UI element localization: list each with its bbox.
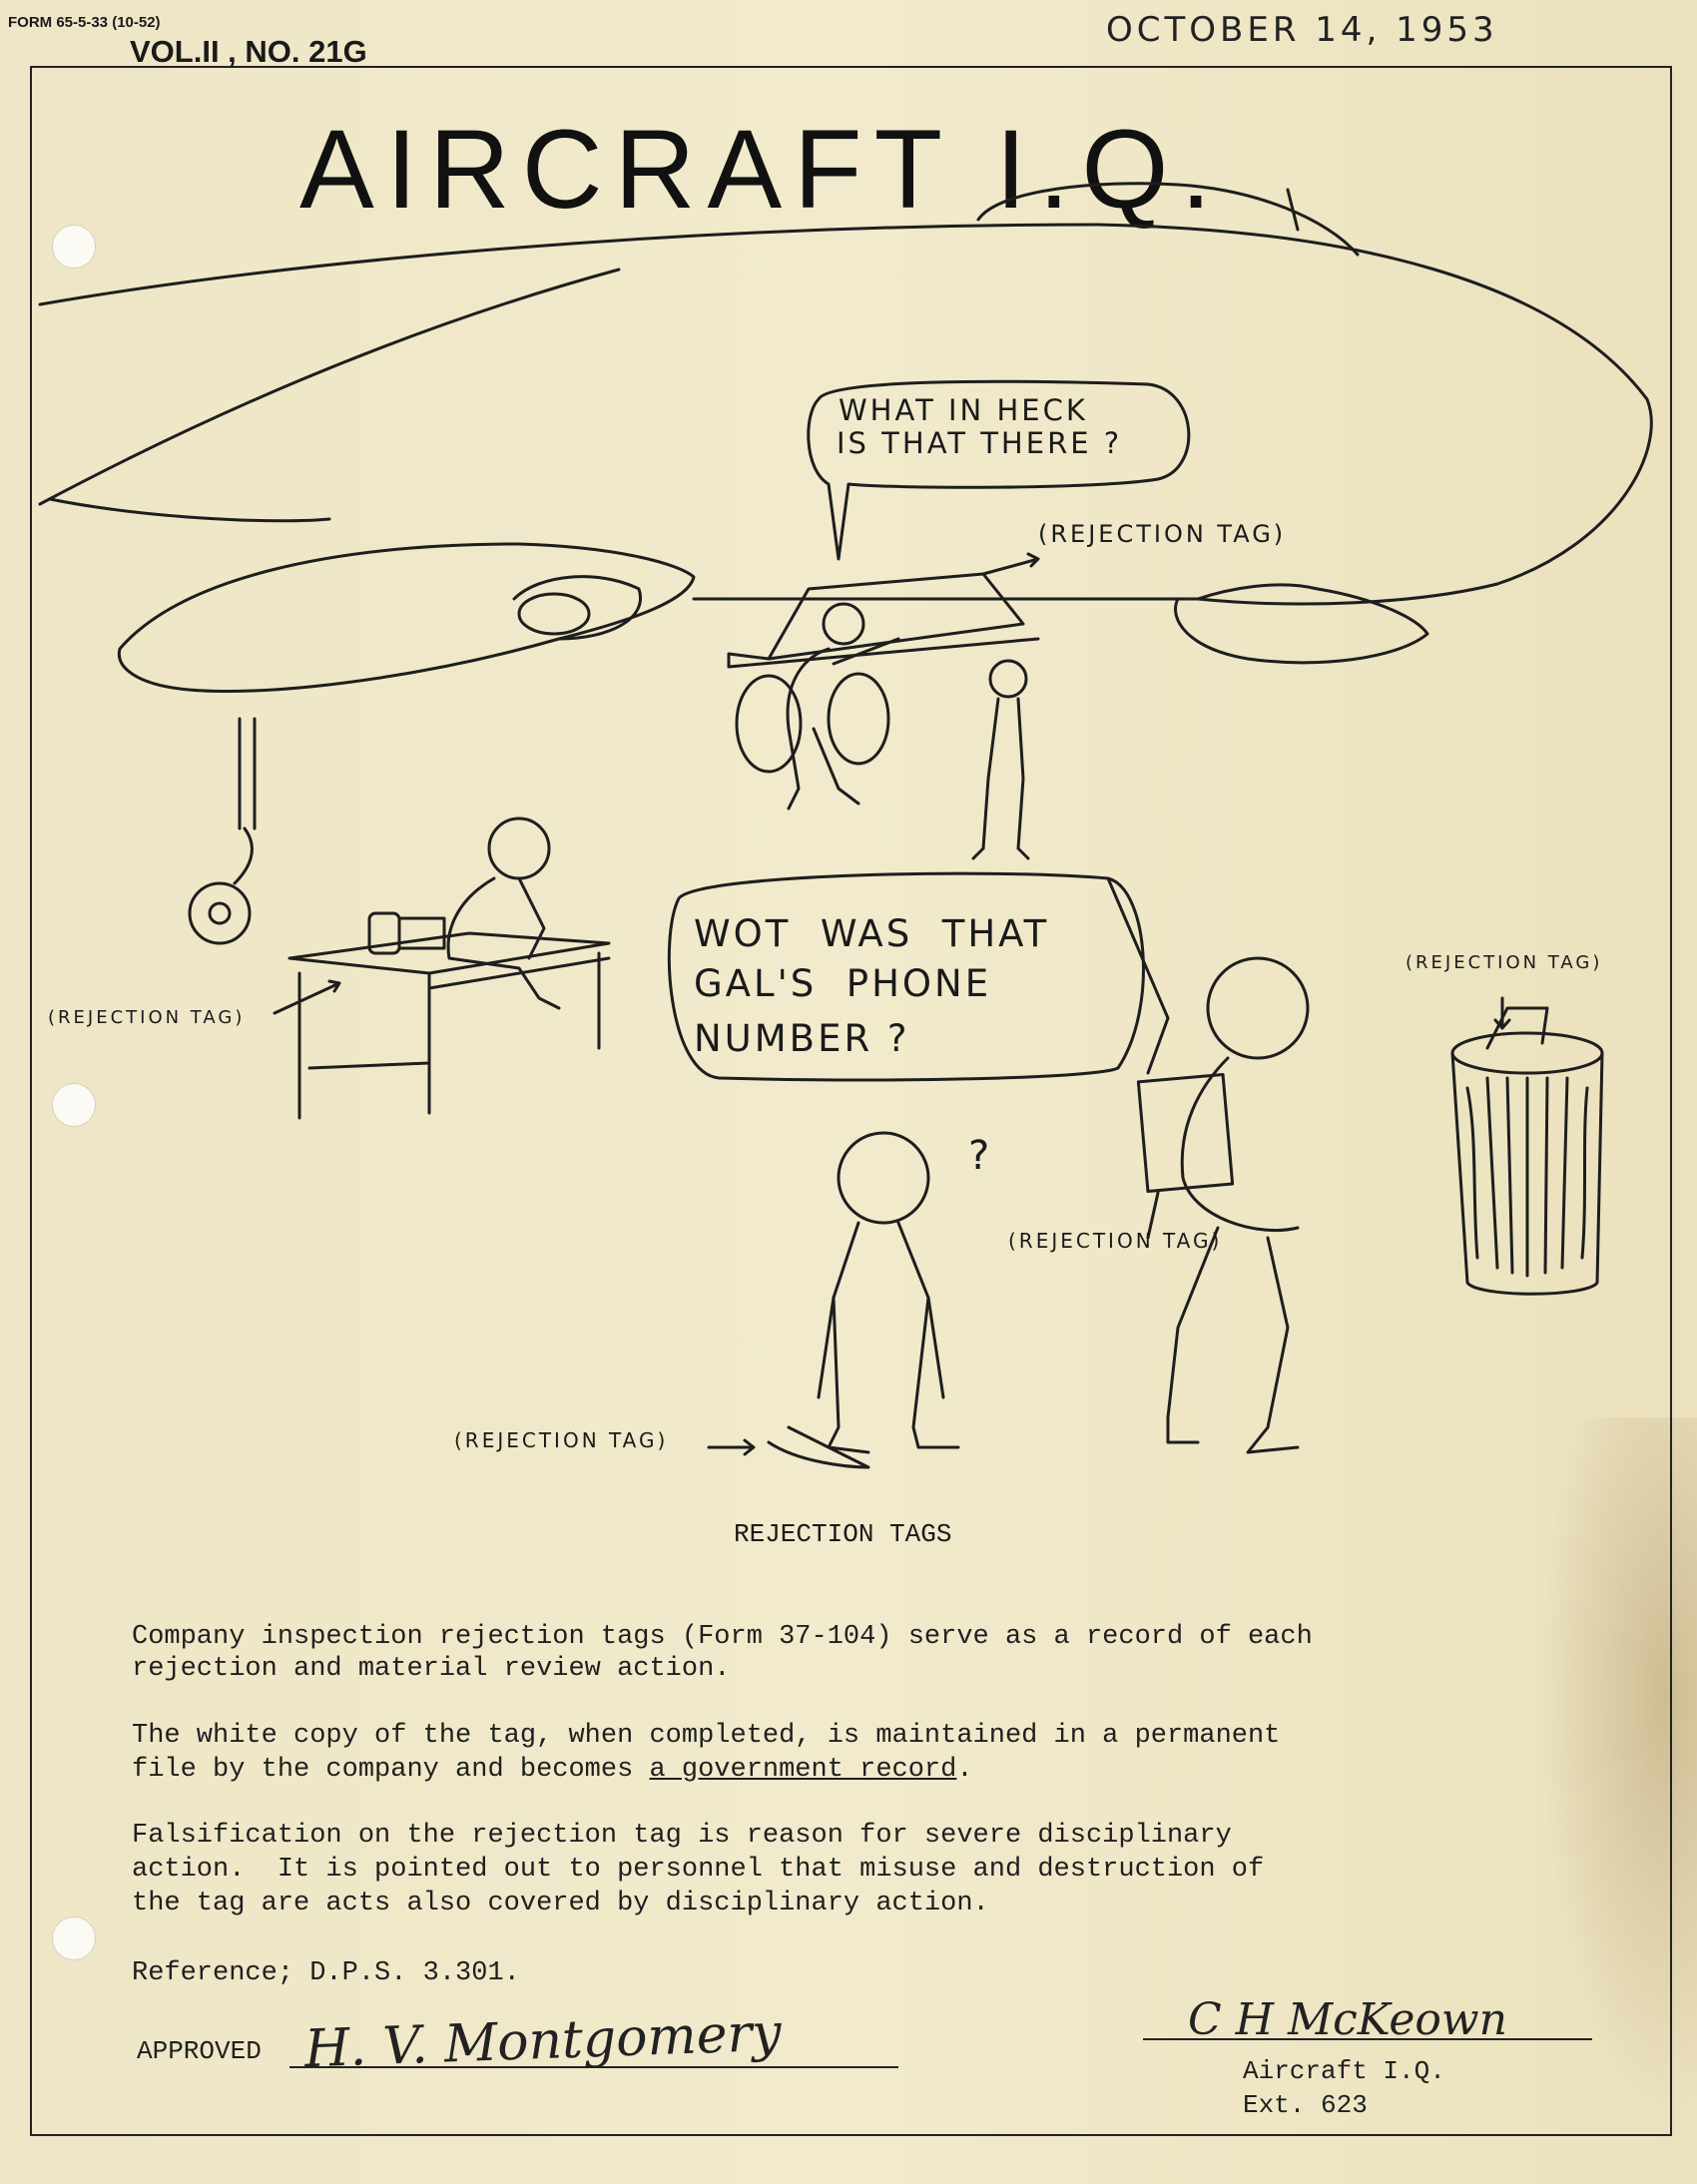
paragraph-1-line-1: Company inspection rejection tags (Form 37-104) serve as a record of each: [132, 1622, 1313, 1652]
paragraph-3-line-1: Falsification on the rejection tag is reason for severe disciplinary: [132, 1821, 1232, 1851]
question-mark: ?: [968, 1133, 993, 1179]
label-rejection-tag-panel: (REJECTION TAG): [1038, 520, 1287, 548]
speech-bubble-2-line-3: NUMBER ?: [694, 1017, 910, 1060]
label-rejection-tag-basket: (REJECTION TAG): [1406, 952, 1603, 973]
label-rejection-tag-paper: (REJECTION TAG): [1008, 1229, 1223, 1253]
speech-bubble-1-line-2: IS THAT THERE ?: [837, 426, 1123, 460]
extension-number: Ext. 623: [1243, 2090, 1368, 2120]
government-record-text: a government record: [649, 1755, 957, 1785]
paragraph-2-line-1: The white copy of the tag, when completed, is maintained in a permanent: [132, 1721, 1281, 1751]
issue-date: OCTOBER 14, 1953: [1106, 10, 1498, 50]
reference-line: Reference; D.P.S. 3.301.: [132, 1958, 520, 1988]
paragraph-2-line-2: [132, 1753, 973, 1787]
label-rejection-tag-shoe: (REJECTION TAG): [454, 1428, 669, 1452]
approver-signature: H. V. Montgomery: [303, 2002, 783, 2080]
paragraph-1-line-2: rejection and material review action.: [132, 1654, 731, 1684]
label-rejection-tag-table: (REJECTION TAG): [48, 1007, 246, 1028]
approved-label: APPROVED: [137, 2036, 262, 2066]
speech-bubble-1-line-1: WHAT IN HECK: [839, 393, 1088, 427]
cartoon-caption: REJECTION TAGS: [734, 1519, 952, 1549]
speech-bubble-2-line-2: GAL'S PHONE: [694, 962, 992, 1005]
paragraph-2-suffix: .: [956, 1755, 973, 1785]
paragraph-2-prefix: file by the company and becomes: [132, 1755, 650, 1785]
paragraph-3-line-2: action. It is pointed out to personnel that misuse and destruction of: [132, 1855, 1265, 1885]
speech-bubble-2-line-1: WOT WAS THAT: [694, 912, 1050, 955]
author-signature: C H McKeown: [1188, 1994, 1507, 2045]
page-title: AIRCRAFT I.Q.: [299, 107, 1224, 232]
volume-number: VOL.II , NO. 21G: [130, 34, 367, 69]
paragraph-3-line-3: the tag are acts also covered by disciplinary action.: [132, 1889, 989, 1918]
form-number: FORM 65-5-33 (10-52): [8, 14, 161, 31]
department-name: Aircraft I.Q.: [1243, 2056, 1445, 2086]
